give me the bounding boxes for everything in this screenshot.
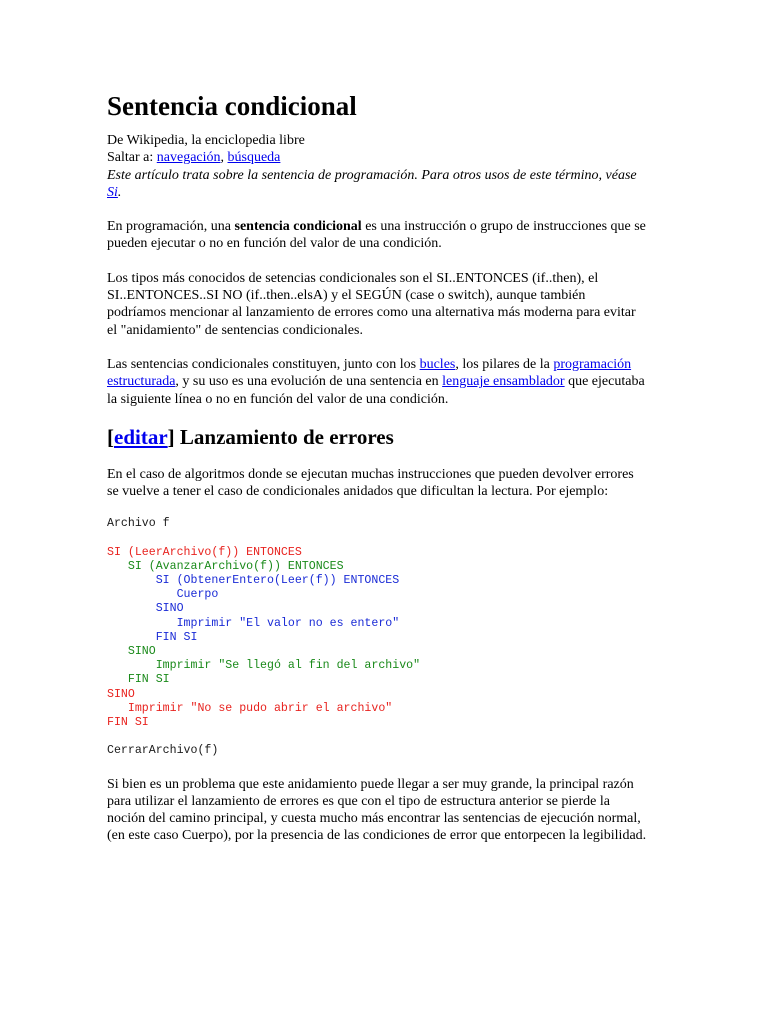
closing-paragraph: Si bien es un problema que este anidamiento puede llegar a ser muy grande, la principal razón para utilizar el lanzamiento de errores es que con el tipo de estructura anterior se pierde la noción del camino principal, y cuesta mucho más encontrar las sentencias de ejecución normal, (en este caso Cuerpo), por la presencia de las condiciones de error que entorpecen la legibilidad. <box>107 776 647 844</box>
code-line: SINO <box>107 645 156 659</box>
pillars-text-1: Las sentencias condicionales constituyen, junto con los <box>107 356 420 372</box>
pillars-paragraph <box>107 356 647 408</box>
code-line: SINO <box>107 602 184 616</box>
assembly-language-link[interactable]: lenguaje ensamblador <box>442 374 565 390</box>
code-line: SI (AvanzarArchivo(f)) ENTONCES <box>107 559 344 573</box>
code-block <box>107 546 647 731</box>
jump-separator: , <box>220 150 228 166</box>
code-line: Imprimir "Se llegó al fin del archivo" <box>107 659 421 673</box>
code-line: SINO <box>107 687 135 701</box>
pillars-text-2: , los pilares de la <box>455 356 554 372</box>
pillars-text-3: , y su uso es una evolución de una sentencia en <box>175 374 443 390</box>
types-paragraph: Los tipos más conocidos de setencias condicionales son el SI..ENTONCES (if..then), el SI..ENTONCES..SI NO (if..then..elsA) y el SEGÚN (case o switch), aunque también podríamos mencionar al lanzamiento de errores como una alternativa más moderna para evitar el "anidamiento" de sentencias condicionales. <box>107 270 636 338</box>
jump-links <box>107 149 647 166</box>
code-line: FIN SI <box>107 630 198 644</box>
code-line: Cuerpo <box>107 588 219 602</box>
edit-section-link[interactable]: editar <box>114 424 168 449</box>
section-heading <box>107 424 647 450</box>
intro-post: es una instrucción o grupo de instrucciones que se pueden ejecutar o no en función del valor de una condición. <box>107 219 646 252</box>
code-line: Imprimir "El valor no es entero" <box>107 616 400 630</box>
si-link[interactable]: Si <box>107 184 118 200</box>
structured-programming-link[interactable]: programación estructurada <box>107 356 632 390</box>
article <box>107 84 647 845</box>
search-link[interactable]: búsqueda <box>227 150 281 166</box>
pillars-text-4: que ejecutaba la siguiente línea o no en función del valor de una condición. <box>107 374 645 407</box>
code-line: FIN SI <box>107 673 170 687</box>
code-line: Imprimir "No se pudo abrir el archivo" <box>107 701 393 715</box>
edit-open-bracket: [ <box>107 424 114 449</box>
code-close-line: CerrarArchivo(f) <box>107 744 219 758</box>
source-line: De Wikipedia, la enciclopedia libre <box>107 133 305 148</box>
intro-bold-term: sentencia condicional <box>234 219 362 235</box>
intro-pre: En programación, una <box>107 219 235 235</box>
section-intro-paragraph: En el caso de algoritmos donde se ejecutan muchas instrucciones que pueden devolver errores se vuelve a tener el caso de condicionales anidados que dificultan la lectura. Por ejemplo: <box>107 466 634 500</box>
code-line: SI (LeerArchivo(f)) ENTONCES <box>107 545 302 559</box>
navigation-link[interactable]: navegación <box>156 150 221 166</box>
section-title: Lanzamiento de errores <box>179 424 394 449</box>
page-title: Sentencia condicional <box>107 91 357 121</box>
bucles-link[interactable]: bucles <box>419 356 456 372</box>
intro-paragraph <box>107 218 647 253</box>
code-open-line: Archivo f <box>107 517 170 531</box>
edit-close-bracket: ] <box>167 424 180 449</box>
disambiguation-text: Este artículo trata sobre la sentencia de programación. Para otros usos de este término, véase <box>107 167 637 183</box>
disambiguation-note <box>107 167 647 202</box>
code-line: SI (ObtenerEntero(Leer(f)) ENTONCES <box>107 574 400 588</box>
code-line: FIN SI <box>107 716 149 730</box>
disambiguation-end: . <box>117 184 122 200</box>
jump-prefix: Saltar a: <box>107 150 157 166</box>
